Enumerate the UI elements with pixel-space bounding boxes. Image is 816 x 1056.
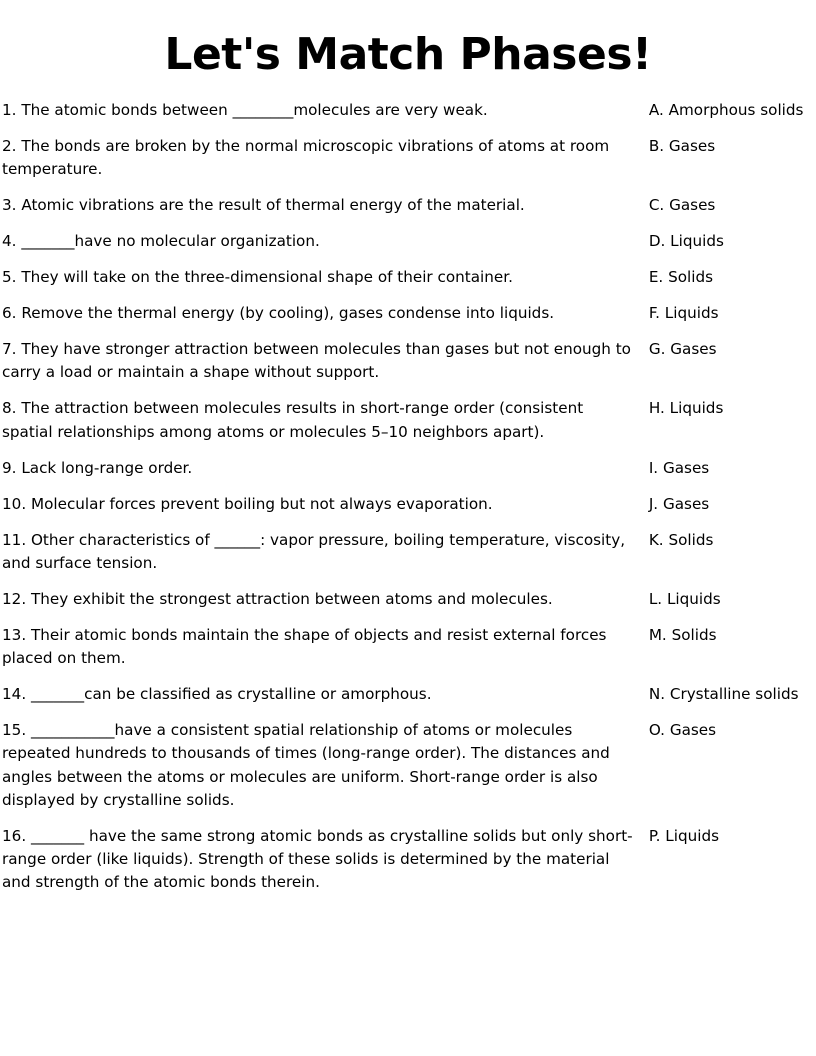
question-cell [2, 266, 649, 289]
question-cell [2, 99, 649, 122]
question-cell [2, 683, 649, 706]
question-text: 7. They have stronger attraction between molecules than gases but not enough to carry a load or maintain a shape without support. [2, 340, 636, 382]
matching-list [0, 99, 816, 894]
answer-text: B. Gases [648, 136, 716, 155]
match-row [2, 683, 814, 706]
question-cell [2, 397, 649, 443]
answer-cell [649, 194, 814, 217]
question-text: 4. _______have no molecular organization. [2, 231, 320, 250]
answer-cell [649, 302, 814, 325]
answer-cell [649, 266, 814, 289]
match-row [2, 302, 814, 325]
question-text: 6. Remove the thermal energy (by cooling), gases condense into liquids. [2, 304, 555, 323]
answer-text: D. Liquids [648, 231, 724, 250]
match-row [2, 397, 814, 443]
question-cell [2, 457, 649, 480]
question-text: 10. Molecular forces prevent boiling but not always evaporation. [2, 494, 493, 513]
page-title: Let's Match Phases! [164, 29, 652, 80]
answer-cell [649, 624, 814, 647]
answer-text: M. Solids [648, 626, 717, 645]
question-text: 15. ___________have a consistent spatial relationship of atoms or molecules repeated hundreds to thousands of times (long-range order). The distances and angles between the atoms or molecules are uniform. Short-range order is also displayed by crystalline solids. [2, 721, 615, 809]
answer-cell [649, 135, 814, 158]
question-text: 9. Lack long-range order. [2, 458, 193, 477]
match-row [2, 624, 814, 670]
question-text: 14. _______can be classified as crystalline or amorphous. [2, 685, 432, 704]
answer-cell [649, 529, 814, 552]
answer-text: L. Liquids [648, 590, 721, 608]
answer-text: G. Gases [648, 340, 717, 359]
match-row [2, 135, 814, 181]
answer-text: P. Liquids [648, 826, 719, 845]
match-row [2, 99, 814, 122]
question-text: 16. _______ have the same strong atomic bonds as crystalline solids but only short-range order (like liquids). Strength of these solids is determined by the material and strength of the atomic bonds therein. [2, 826, 633, 891]
match-row [2, 719, 814, 811]
answer-text: H. Liquids [648, 399, 724, 418]
match-row [2, 588, 814, 611]
answer-cell [649, 230, 814, 253]
answer-cell [649, 457, 814, 480]
match-row [2, 825, 814, 894]
match-row [2, 493, 814, 516]
answer-text: A. Amorphous solids [648, 100, 804, 119]
answer-cell [649, 493, 814, 516]
question-cell [2, 624, 649, 670]
answer-text: J. Gases [648, 494, 710, 513]
question-cell [2, 529, 649, 575]
answer-text: C. Gases [648, 195, 716, 214]
match-row [2, 338, 814, 384]
question-text: 11. Other characteristics of ______: vapor pressure, boiling temperature, viscosity, and surface tension. [2, 530, 630, 572]
question-text: 12. They exhibit the strongest attraction between atoms and molecules. [2, 590, 553, 608]
question-text: 8. The attraction between molecules results in short-range order (consistent spatial relationships among atoms or molecules 5–10 neighbors apart). [2, 399, 589, 441]
answer-text: I. Gases [648, 458, 710, 477]
question-cell [2, 493, 649, 516]
question-text: 1. The atomic bonds between ________molecules are very weak. [2, 100, 488, 119]
answer-text: K. Solids [648, 530, 714, 549]
question-text: 13. Their atomic bonds maintain the shape of objects and resist external forces placed on them. [2, 626, 612, 668]
question-cell [2, 588, 649, 611]
question-cell [2, 719, 649, 811]
answer-cell [649, 397, 814, 420]
question-cell [2, 194, 649, 217]
answer-cell [649, 99, 814, 122]
answer-text: F. Liquids [648, 304, 719, 323]
question-cell [2, 825, 649, 894]
match-row [2, 266, 814, 289]
answer-cell [649, 825, 814, 848]
question-cell [2, 302, 649, 325]
question-cell [2, 338, 649, 384]
answer-text: N. Crystalline solids [648, 685, 799, 704]
question-text: 5. They will take on the three-dimensional shape of their container. [2, 268, 513, 287]
answer-cell [649, 683, 814, 706]
question-cell [2, 135, 649, 181]
match-row [2, 194, 814, 217]
answer-cell [649, 588, 814, 611]
answer-cell [649, 338, 814, 361]
match-row [2, 529, 814, 575]
question-text: 2. The bonds are broken by the normal microscopic vibrations of atoms at room temperature. [2, 136, 615, 178]
question-cell [2, 230, 649, 253]
question-text: 3. Atomic vibrations are the result of thermal energy of the material. [2, 195, 525, 214]
match-row [2, 230, 814, 253]
answer-cell [649, 719, 814, 742]
answer-text: O. Gases [648, 721, 717, 740]
answer-text: E. Solids [648, 268, 714, 287]
match-row [2, 457, 814, 480]
